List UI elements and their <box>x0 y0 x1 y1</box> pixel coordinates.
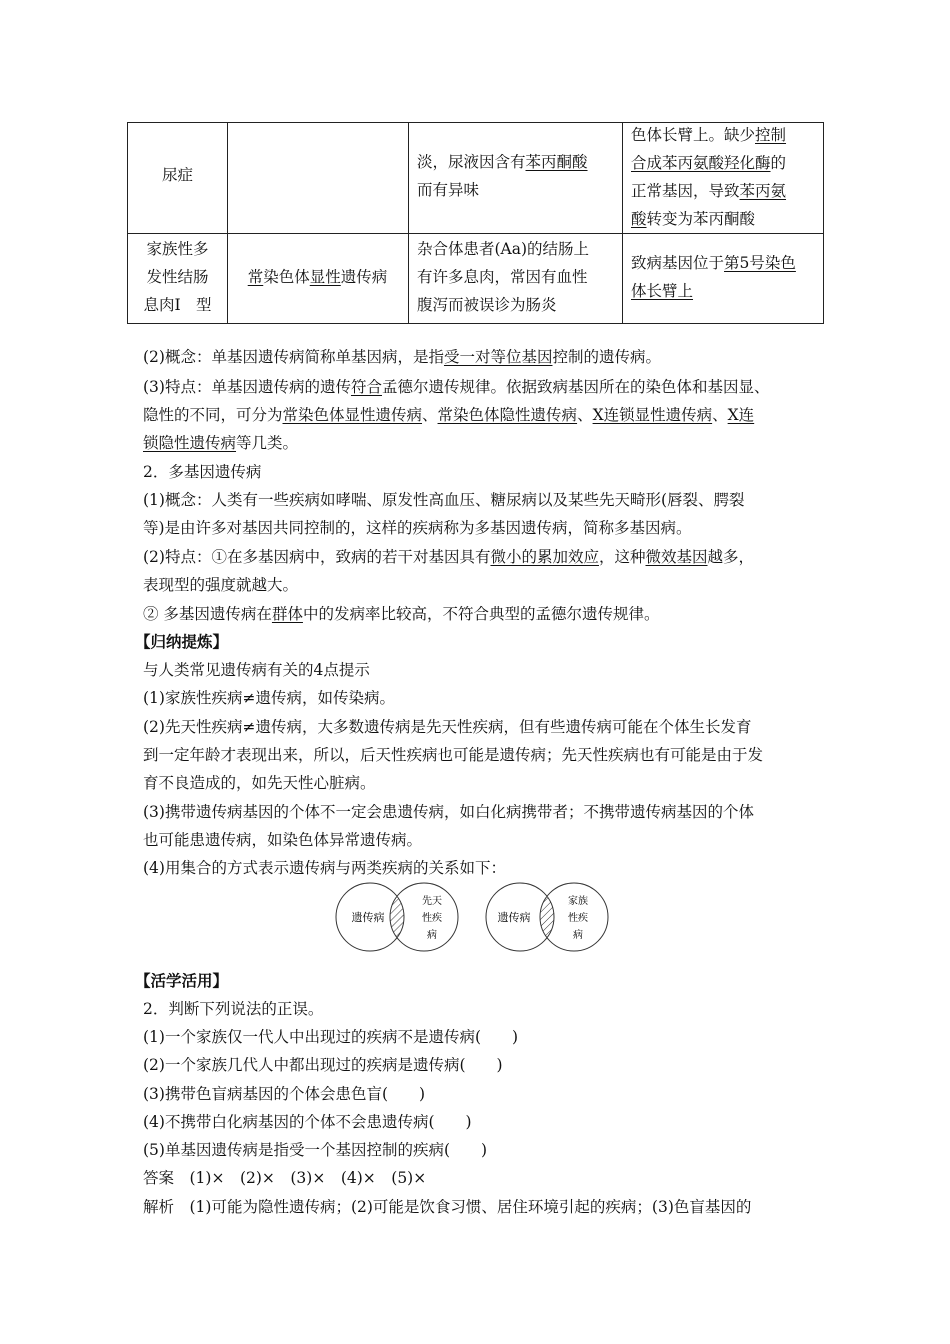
paragraph-text: 表现型的强度就越大。 <box>143 576 299 594</box>
venn-label: 遗传病 <box>497 911 531 924</box>
text-span: 、 <box>712 406 728 424</box>
underlined-term: 微小的累加效应 <box>490 548 599 566</box>
cell-text: 发性结肠 <box>146 268 209 286</box>
table-divider <box>622 123 623 323</box>
underlined-term: 常 <box>247 268 264 286</box>
paragraph-feature <box>143 603 659 625</box>
table-cell-symptom <box>417 148 617 204</box>
cell-text: 有许多息肉，常因有血性 <box>417 268 588 286</box>
paragraph-feature <box>143 376 770 398</box>
question-item: (2)一个家族几代人中都出现过的疾病是遗传病( ) <box>143 1056 503 1074</box>
venn-diagrams <box>334 871 614 961</box>
table-cell-cause <box>631 249 821 305</box>
venn-label: 病 <box>573 930 583 941</box>
underlined-term: 第5号染色 <box>724 254 796 272</box>
text-span: 隐性的不同，可分为 <box>143 406 283 424</box>
venn-label: 家族 <box>568 896 588 907</box>
question-title: 2．判断下列说法的正误。 <box>143 1000 324 1018</box>
cell-text: 腹泻而被误诊为肠炎 <box>417 296 557 314</box>
text-span: 、 <box>422 406 438 424</box>
cell-text: 淡，尿液因含有 <box>417 153 526 171</box>
cell-text: 致病基因位于 <box>631 254 725 272</box>
explanation-line: 解析 (1)可能为隐性遗传病；(2)可能是饮食习惯、居住环境引起的疾病；(3)色盲基因的 <box>143 1198 752 1216</box>
paragraph-feature <box>143 546 754 568</box>
summary-point: (4)用集合的方式表示遗传病与两类疾病的关系如下： <box>143 859 506 877</box>
underlined-term: X连锁显性遗传病 <box>592 406 713 424</box>
text-span: 、 <box>577 406 593 424</box>
disease-table <box>127 122 824 324</box>
underlined-term: 体长臂上 <box>631 282 694 300</box>
cell-text: 家族性多 <box>146 240 209 258</box>
summary-point: (3)携带遗传病基因的个体不一定会患遗传病，如白化病携带者；不携带遗传病基因的个体 <box>143 803 754 821</box>
table-cell-disease-name <box>128 235 227 319</box>
summary-point: 也可能患遗传病，如染色体异常遗传病。 <box>143 831 423 849</box>
summary-intro: 与人类常见遗传病有关的4点提示 <box>143 661 370 679</box>
venn-diagram-congenital <box>336 883 458 951</box>
venn-diagram-familial <box>486 883 608 951</box>
summary-point: (1)家族性疾病≠遗传病，如传染病。 <box>143 689 395 707</box>
venn-label: 性疾 <box>568 913 588 924</box>
text-span: 控制的遗传病。 <box>552 348 661 366</box>
table-cell-symptom <box>417 235 622 319</box>
underlined-term: 群体 <box>271 605 303 623</box>
venn-label: 先天 <box>422 896 442 907</box>
text-span: (2)概念：单基因遗传病简称单基因病，是指 <box>143 348 444 366</box>
venn-label: 遗传病 <box>351 911 385 924</box>
summary-point: 育不良造成的，如先天性心脏病。 <box>143 774 376 792</box>
underlined-term: X连 <box>727 406 755 424</box>
cell-text: 染色体 <box>263 268 310 286</box>
text-span: 等几类。 <box>236 434 299 452</box>
venn-label: 病 <box>427 930 437 941</box>
text-span: (2)特点：①在多基因病中，致病的若干对基因具有 <box>143 548 491 566</box>
question-item: (4)不携带白化病基因的个体不会患遗传病( ) <box>143 1113 472 1131</box>
text-span: ，这种 <box>598 548 646 566</box>
summary-point: (2)先天性疾病≠遗传病，大多数遗传病是先天性疾病，但有些遗传病可能在个体生长发育 <box>143 718 752 736</box>
underlined-term: 合成苯丙氨酸羟化酶 <box>631 154 771 172</box>
cell-text: 杂合体患者(Aa)的结肠上 <box>417 240 590 258</box>
venn-label: 性疾 <box>422 913 442 924</box>
section-heading: 2．多基因遗传病 <box>143 463 262 481</box>
paragraph-feature <box>143 432 298 454</box>
cell-text: 而有异味 <box>417 181 480 199</box>
question-item: (1)一个家族仅一代人中出现过的疾病不是遗传病( ) <box>143 1028 519 1046</box>
text-span: 中的发病率比较高，不符合典型的孟德尔遗传规律。 <box>302 605 660 623</box>
underlined-term: 受一对等位基因 <box>443 348 553 366</box>
text-span: 越多， <box>707 548 755 566</box>
table-cell-disease-name <box>128 161 227 189</box>
underlined-term: 锁隐性遗传病 <box>143 434 237 452</box>
summary-point: 到一定年龄才表现出来，所以，后天性疾病也可能是遗传病；先天性疾病也有可能是由于发 <box>143 746 764 764</box>
cell-text: 遗传病 <box>340 268 388 286</box>
underlined-term: 常染色体显性遗传病 <box>282 406 423 424</box>
cell-text: 转变为苯丙酮酸 <box>646 210 756 228</box>
paragraph-text: 等)是由许多对基因共同控制的，这样的疾病称为多基因遗传病，简称多基因病。 <box>143 519 692 537</box>
question-item: (5)单基因遗传病是指受一个基因控制的疾病( ) <box>143 1141 488 1159</box>
underlined-term: 微效基因 <box>645 548 708 566</box>
venn-svg <box>334 871 614 961</box>
paragraph-concept <box>143 346 661 368</box>
underlined-term: 控制 <box>755 126 787 144</box>
practice-heading: 【活学活用】 <box>135 971 229 990</box>
answer-line: 答案 (1)× (2)× (3)× (4)× (5)× <box>143 1169 427 1187</box>
underlined-term: 常染色体隐性遗传病 <box>437 406 578 424</box>
underlined-term: 苯丙酮酸 <box>525 153 588 171</box>
paragraph-text: (1)概念：人类有一些疾病如哮喘、原发性高血压、糖尿病以及某些先天畸形(唇裂、腭裂 <box>143 491 745 509</box>
cell-text: 的 <box>770 154 787 172</box>
text-span: ② 多基因遗传病在 <box>143 605 272 623</box>
underlined-term: 酸 <box>631 210 647 228</box>
cell-text: 正常基因，导致 <box>631 182 740 200</box>
cell-text: 色体长臂上。缺少 <box>631 126 756 144</box>
table-divider <box>408 123 409 323</box>
underlined-term: 符合 <box>350 378 382 396</box>
underlined-term: 苯丙氨 <box>739 182 787 200</box>
table-cell-inheritance-type <box>227 263 408 291</box>
question-item: (3)携带色盲病基因的个体会患色盲( ) <box>143 1085 426 1103</box>
table-cell-cause <box>631 121 821 233</box>
table-divider <box>128 233 823 234</box>
paragraph-feature <box>143 404 754 426</box>
cell-text: 息肉Ⅰ 型 <box>143 296 212 314</box>
summary-heading: 【归纳提炼】 <box>135 632 229 651</box>
table-divider <box>227 123 228 323</box>
underlined-term: 显性 <box>309 268 341 286</box>
disease-name-text: 尿症 <box>161 166 193 184</box>
text-span: (3)特点：单基因遗传病的遗传 <box>143 378 351 396</box>
text-span: 孟德尔遗传规律。依据致病基因所在的染色体和基因显、 <box>381 378 770 396</box>
